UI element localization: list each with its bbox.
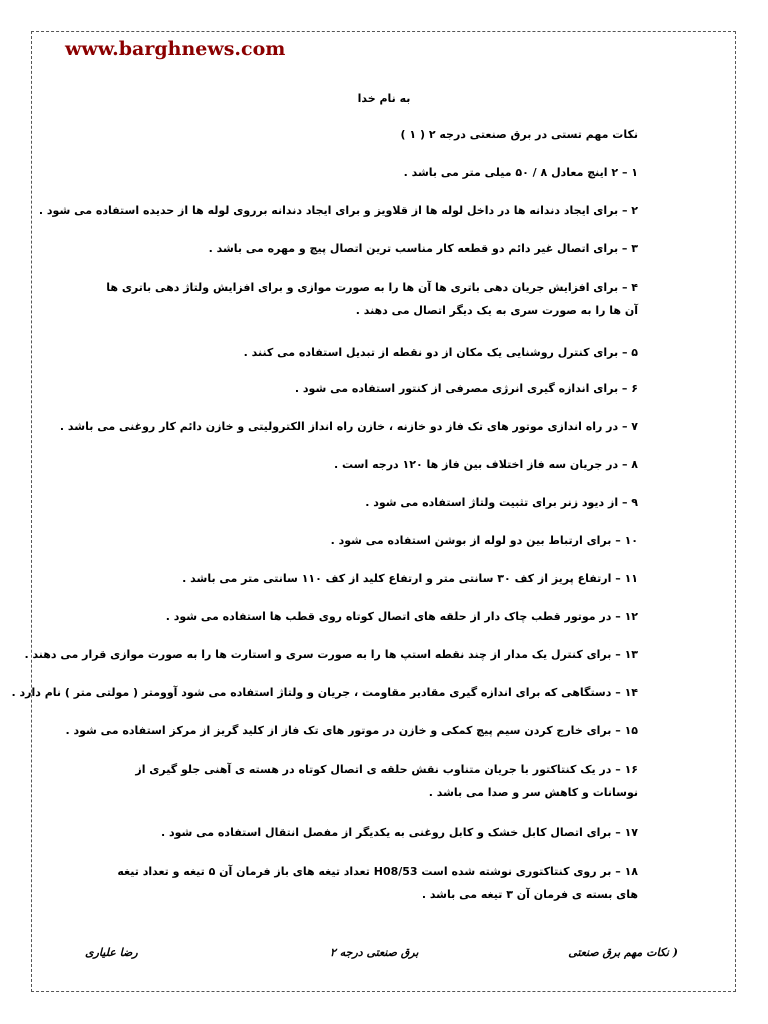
list-item: ۹ – از دیود زنر برای تثبیت ولتاژ استفاده می شود . [365,496,638,509]
page-title: نکات مهم تستی در برق صنعتی درجه ۲ ( ۱ ) [400,128,638,141]
list-item: ۶ – برای اندازه گیری انرژی مصرفی از کنتور استفاده می شود . [294,382,638,395]
list-item: ۳ – برای اتصال غیر دائم دو قطعه کار مناسب ترین اتصال پیچ و مهره می باشد . [208,242,638,255]
footer-course: برق صنعتی درجه ۲ [330,946,419,959]
list-item: ۵ – برای کنترل روشنایی یک مکان از دو نقطه از تبدیل استفاده می کنند . [243,346,638,359]
list-item: ۲ – برای ایجاد دندانه ها در داخل لوله ها از قلاویز و برای ایجاد دندانه برروی لوله ها از حدیده استفاده می شود . [38,204,638,217]
site-url[interactable]: www.barghnews.com [65,38,286,60]
footer-author: رضا علیاری [85,946,138,959]
list-item: ۱ – ۲ اینچ معادل ۸ / ۵۰ میلی متر می باشد . [403,166,638,179]
footer-title: ( نکات مهم برق صنعتی [568,946,678,959]
list-item: ۱۸ – بر روی کنتاکتوری نوشته شده است H08/53 تعداد تیغه های باز فرمان آن ۵ تیغه و تعداد تیغه های بسته ی فرمان آن ۳ تیغه می باشد . [117,865,638,901]
list-item: ۱۷ – برای اتصال کابل خشک و کابل روغنی به یکدیگر از مفصل انتقال استفاده می شود . [160,826,638,839]
list-item: ۱۵ – برای خارج کردن سیم پیچ کمکی و خازن در موتور های تک فاز از کلید گریز از مرکز استفاده می شود . [65,724,638,737]
list-item: ۱۰ – برای ارتباط بین دو لوله از بوشن استفاده می شود . [330,534,638,547]
list-item: ۱۱ – ارتفاع پریز از کف ۳۰ سانتی متر و ارتفاع کلید از کف ۱۱۰ سانتی متر می باشد . [182,572,638,585]
list-item: ۴ – برای افزایش جریان دهی باتری ها آن ها را به صورت موازی و برای افزایش ولتاژ دهی باتری ها آن ها را به صورت سری به یک دیگر اتصال می دهند . [106,281,638,317]
list-item: ۷ – در راه اندازی موتور های تک فاز دو خازنه ، خازن راه انداز الکترولیتی و خازن دائم کار روغنی می باشد . [59,420,638,433]
basmala: به نام خدا [357,92,411,105]
list-item: ۱۴ – دستگاهی که برای اندازه گیری مقادیر مقاومت ، جریان و ولتاژ استفاده می شود آوومتر ( مولتی متر ) نام دارد . [11,686,638,699]
list-item: ۱۲ – در موتور قطب چاک دار از حلقه های اتصال کوتاه روی قطب ها استفاده می شود . [165,610,638,623]
list-item: ۱۳ – برای کنترل یک مدار از چند نقطه استپ ها را به صورت سری و استارت ها را به صورت موازی قرار می دهند . [24,648,638,661]
list-item: ۸ – در جریان سه فاز اختلاف بین فاز ها ۱۲۰ درجه است . [334,458,638,471]
list-item: ۱۶ – در یک کنتاکتور با جریان متناوب نقش حلقه ی اتصال کوتاه در هسته ی آهنی جلو گیری از نوسانات و کاهش سر و صدا می باشد . [135,763,638,799]
